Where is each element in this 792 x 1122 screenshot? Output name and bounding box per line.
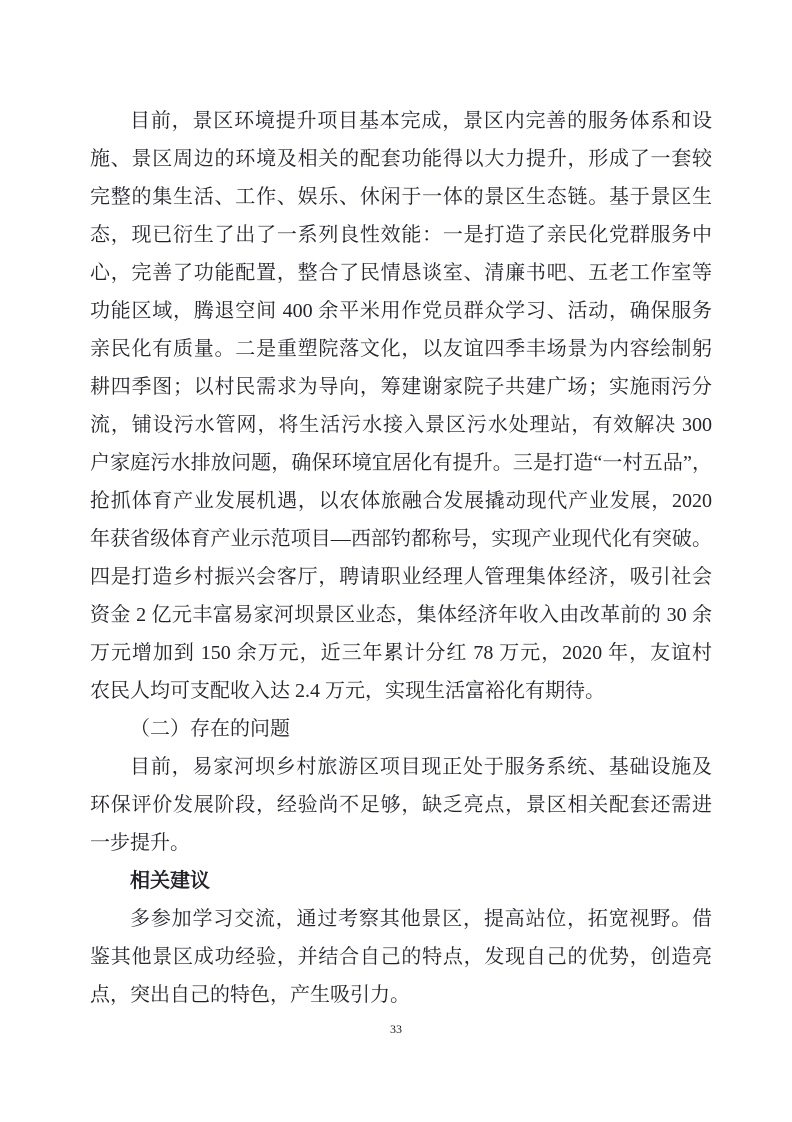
text-line: 施、景区周边的环境及相关的配套功能得以大力提升，形成了一套较 (90, 148, 712, 170)
text-line: 鉴其他景区成功经验，并结合自己的特点，发现自己的优势，创造亮 (90, 946, 712, 968)
section-heading: 相关建议 (130, 870, 210, 892)
text-line: 目前，景区环境提升项目基本完成，景区内完善的服务体系和设 (130, 110, 712, 132)
text-line: 点，突出自己的特色，产生吸引力。 (90, 984, 410, 1006)
page-number: 33 (390, 1022, 402, 1036)
text-line: 抢抓体育产业发展机遇，以农体旅融合发展撬动现代产业发展，2020 (90, 490, 712, 512)
text-line: 农民人均可支配收入达 2.4 万元，实现生活富裕化有期待。 (90, 680, 605, 702)
text-line: 耕四季图；以村民需求为导向，筹建谢家院子共建广场；实施雨污分 (90, 376, 712, 398)
text-line: 环保评价发展阶段，经验尚不足够，缺乏亮点，景区相关配套还需进 (90, 794, 712, 816)
text-line: 流，铺设污水管网，将生活污水接入景区污水处理站，有效解决 300 (90, 414, 712, 436)
text-line: 功能区域，腾退空间 400 余平米用作党员群众学习、活动，确保服务 (90, 300, 712, 322)
text-line: 亲民化有质量。二是重塑院落文化，以友谊四季丰场景为内容绘制躬 (90, 338, 712, 360)
text-line: （二）存在的问题 (130, 718, 290, 740)
text-line: 四是打造乡村振兴会客厅，聘请职业经理人管理集体经济，吸引社会 (90, 566, 712, 588)
document-body (90, 102, 712, 1014)
text-line: 态，现已衍生了出了一系列良性效能：一是打造了亲民化党群服务中 (90, 224, 712, 246)
text-line: 一步提升。 (90, 832, 190, 854)
text-line: 万元增加到 150 余万元，近三年累计分红 78 万元，2020 年，友谊村 (90, 642, 712, 664)
text-line: 户家庭污水排放问题，确保环境宜居化有提升。三是打造“一村五品”， (90, 452, 712, 474)
text-line: 目前，易家河坝乡村旅游区项目现正处于服务系统、基础设施及 (130, 756, 712, 778)
text-line: 完整的集生活、工作、娱乐、休闲于一体的景区生态链。基于景区生 (90, 186, 712, 208)
text-line: 年获省级体育产业示范项目—西部钓都称号，实现产业现代化有突破。 (90, 528, 712, 550)
text-line: 资金 2 亿元丰富易家河坝景区业态，集体经济年收入由改革前的 30 余 (90, 604, 712, 626)
text-line: 多参加学习交流，通过考察其他景区，提高站位，拓宽视野。借 (130, 908, 712, 930)
text-line: 心，完善了功能配置，整合了民情恳谈室、清廉书吧、五老工作室等 (90, 262, 712, 284)
